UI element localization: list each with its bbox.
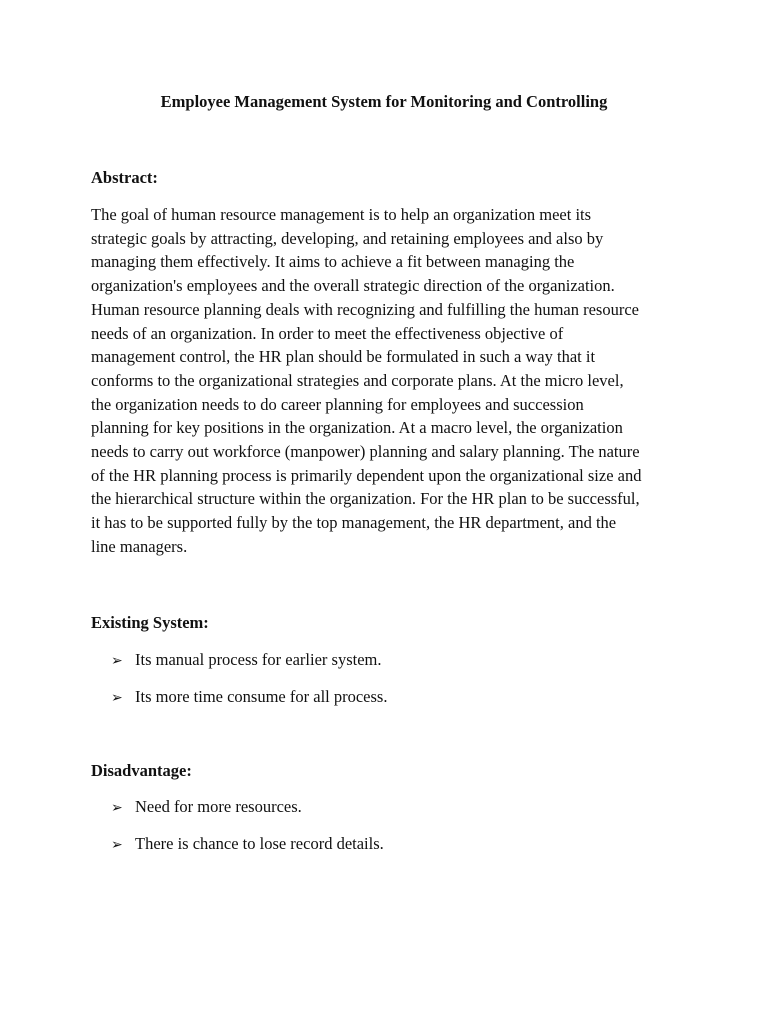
- arrow-bullet-icon: ➢: [111, 801, 123, 816]
- list-item-text: There is chance to lose record details.: [135, 834, 384, 853]
- abstract-line: managing them effectively. It aims to achieve a fit between managing the: [91, 252, 575, 272]
- abstract-line: needs of an organization. In order to meet the effectiveness objective of: [91, 323, 564, 343]
- abstract-line: management control, the HR plan should be formulated in such a way that it: [91, 347, 596, 367]
- disadvantage-heading: Disadvantage:: [91, 761, 192, 780]
- document-title: Employee Management System for Monitoring and Controlling: [160, 92, 608, 111]
- abstract-line: needs to carry out workforce (manpower) planning and salary planning. The nature: [91, 442, 640, 462]
- existing-system-item: [111, 687, 387, 707]
- list-item-text: Its manual process for earlier system.: [135, 650, 382, 669]
- abstract-line: it has to be supported fully by the top management, the HR department, and the: [91, 513, 617, 533]
- abstract-heading: Abstract:: [91, 168, 158, 187]
- disadvantage-item: [111, 797, 302, 817]
- abstract-line: planning for key positions in the organization. At a macro level, the organization: [91, 418, 623, 438]
- abstract-line: conforms to the organizational strategies and corporate plans. At the micro level,: [91, 370, 624, 390]
- list-item-text: Need for more resources.: [135, 797, 302, 816]
- arrow-bullet-icon: ➢: [111, 654, 123, 669]
- existing-system-item: [111, 650, 382, 670]
- abstract-line: line managers.: [91, 536, 188, 556]
- abstract-line: organization's employees and the overall strategic direction of the organization.: [91, 276, 615, 296]
- abstract-line: of the HR planning process is primarily dependent upon the organizational size and: [91, 465, 642, 485]
- abstract-line: strategic goals by attracting, developing, and retaining employees and also by: [91, 228, 604, 248]
- abstract-line: the hierarchical structure within the organization. For the HR plan to be successful,: [91, 489, 640, 509]
- abstract-line: Human resource planning deals with recognizing and fulfilling the human resource: [91, 299, 639, 319]
- existing-system-heading: Existing System:: [91, 613, 209, 632]
- disadvantage-item: [111, 834, 384, 854]
- abstract-line: the organization needs to do career planning for employees and succession: [91, 394, 584, 414]
- arrow-bullet-icon: ➢: [111, 691, 123, 706]
- arrow-bullet-icon: ➢: [111, 838, 123, 853]
- abstract-paragraph: [91, 203, 691, 559]
- list-item-text: Its more time consume for all process.: [135, 687, 388, 706]
- abstract-line: The goal of human resource management is to help an organization meet its: [91, 205, 592, 224]
